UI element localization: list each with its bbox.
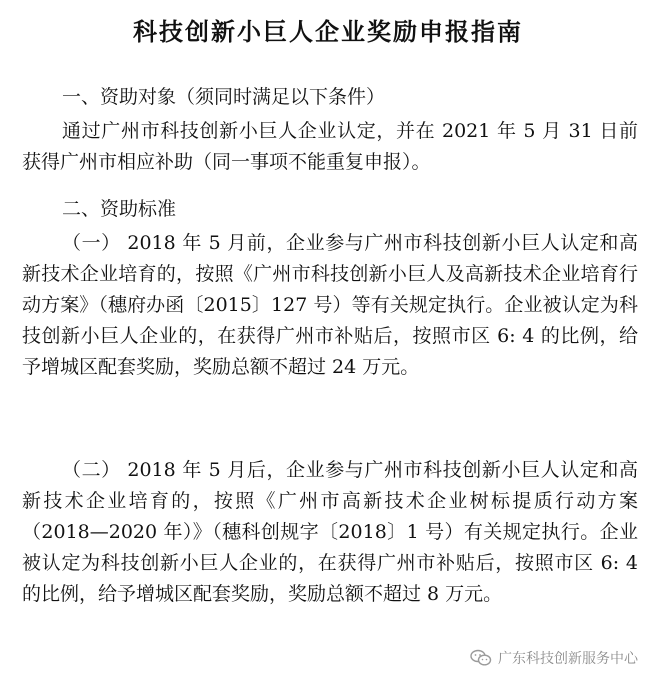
wechat-icon bbox=[470, 649, 492, 667]
section1-heading: 一、资助对象（须同时满足以下条件） bbox=[62, 86, 386, 108]
document-title: 科技创新小巨人企业奖励申报指南 bbox=[133, 18, 523, 46]
section2-heading: 二、资助标准 bbox=[62, 198, 177, 220]
watermark-text: 广东科技创新服务中心 bbox=[498, 651, 638, 667]
watermark bbox=[470, 648, 638, 668]
section1-paragraph: 通过广州市科技创新小巨人企业认定，并在 2021 年 5 月 31 日前获得广州市相应补助（同一事项不能重复申报）。 bbox=[22, 120, 638, 173]
section2-item2-paragraph: （二） 2018 年 5 月后，企业参与广州市科技创新小巨人认定和高新技术企业培育的，按照《广州市高新技术企业树标提质行动方案（2018—2020 年）》（穗科创规字〔2018〕1 号）有关规定执行。企业被认定为科技创新小巨人企业的，在获得广州市补贴后，按照市区 6: 4 的比例，给予增城区配套奖励，奖励总额不超过 8 万元。 bbox=[22, 459, 638, 605]
section2-item1-paragraph: （一） 2018 年 5 月前，企业参与广州市科技创新小巨人认定和高新技术企业培育的，按照《广州市科技创新小巨人及高新技术企业培育行动方案》（穗府办函〔2015〕127 号）等有关规定执行。企业被认定为科技创新小巨人企业的，在获得广州市补贴后，按照市区 6: 4 的比例，给予增城区配套奖励，奖励总额不超过 24 万元。 bbox=[22, 232, 638, 378]
